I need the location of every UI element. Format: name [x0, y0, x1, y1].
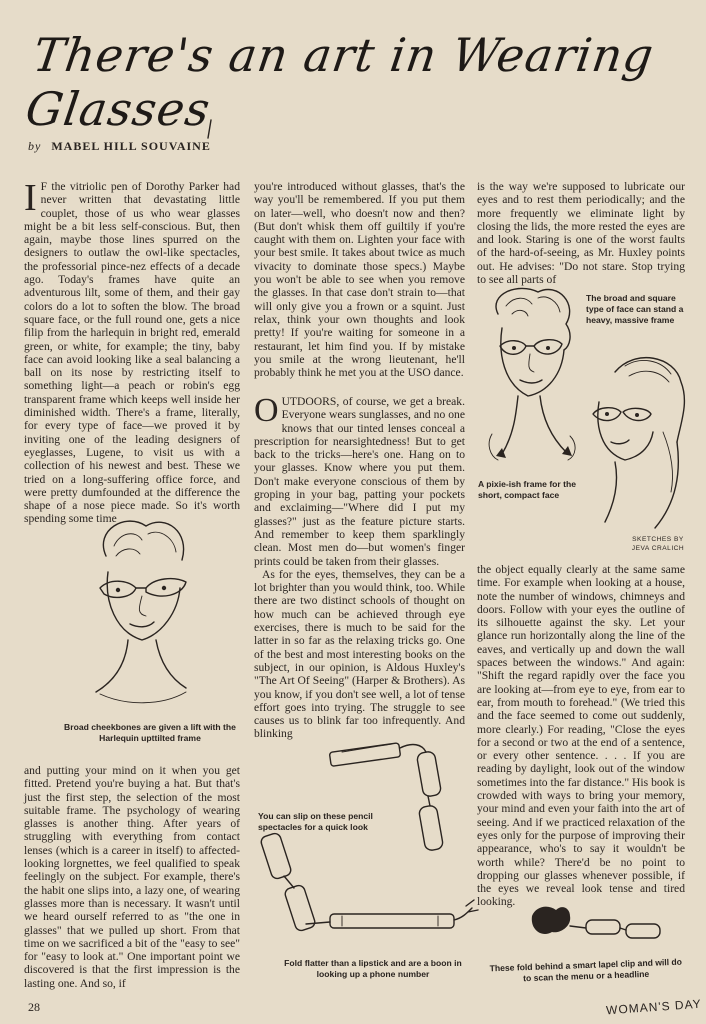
caption-harlequin: Broad cheekbones are given a lift with the Harlequin upttilted frame [64, 722, 236, 743]
article-title: There's an art in Wearing Glasses [22, 28, 658, 136]
credit-line-1: SKETCHES BY [632, 536, 684, 543]
paragraph-outdoors: UTDOORS, of course, we get a break. Everyone wears sunglasses, and no one knows that our tinted lenses conceal a prescription for nearsightedness! But to get back to the tricks—here's one. Hang on to your glasses. Know where you put them. Don't make everyone conscious of them by groping in your bag, patting your pockets and exclaiming—"Where did I put my glasses?" just as the feature picture starts. And remember to keep them sparklingly clean. Most men do—but women's finger prints could be taken from their glasses. [254, 395, 465, 568]
magazine-name: WOMAN'S DAY [605, 996, 703, 1018]
paragraph-intro: F the vitriolic pen of Dorothy Parker had never written that devastating little couplet, those of us who wear glasses might be a bit less self-conscious. But, then again, maybe those lines spurred on the designers to outlaw the owl-like spectacles, the professorial pince-nez effects of a decade ago. Today's frames have quite an adventurous lilt, some of them, and their gay colors do a lot to soften the blow. The broad square face, or the full round one, gets a nice filip from the harlequin in bright red, emerald green, or white, for example; the tiny, baby face can avoid looking like a seal balancing a ball on its nose by restricting itself to something light—a peach or robin's egg transparent frame which keeps well inside her diminished width. There's a frame, literally, for every type of face—we proved it by inviting one of the leading designers of eyeglasses, Lugene, to visit us with a collection of his newest and best. These we tried on a long-suffering office force, and were pretty dumfounded at the difference the shape of a nose piece made. So it's worth spending some time [24, 180, 240, 526]
paragraph-huxley: the object equally clearly at the same same time. For example when looking at a house, note the number of windows, chimneys and doors. Follow with your eyes the outline of its silhouette against the sky. Let your glance run horizontally along the line of the eaves, and vertically up and down the wall spaces between the windows." And again: "Shift the regard rapidly over the face you are looking at—from eye to eye, from ear to ear, from mouth to forehead." (We tried this and the face seemed to come out suddenly, more clearly.) For reading, "Close the eyes for a second or two at the end of a sentence, or every other sentence. . . . If you are reading by daylight, look out of the window sometimes into the far distance." His book is crowded with ways to bring your memory, your mind and even your faith into the art of seeing. And if we practiced relaxation of the eyes only for the purpose of improving their appearance, who's to say it wouldn't be worth while? There'd be no point to dropping our glasses whenever possible, if the eyes we reveal look tense and tired looking. [477, 563, 685, 909]
author-name: MABEL HILL SOUVAINE [51, 139, 211, 153]
column-3-bottom [477, 563, 685, 909]
column-2-outdoors [254, 392, 465, 741]
paragraph-introduced: you're introduced without glasses, that's the way you'll be remembered. If you put them on later—well, who doesn't now and then? (But don't whisk them off guiltily if you're caught with them on. Lighten your face with your best smile. It takes about twice as much vivacity to dominate those specs.) Maybe you won't be able to see when you remove the glasses. In that case don't strain to—that will only give you a frown or a squint. Just relax, think your own thoughts and look pretty! If you're waiting for someone in a restaurant, let him find you. If by mistake you smile at the wrong lieutenant, he'll probably think he met you at the USO dance. [254, 180, 465, 380]
folding-glasses-sketch [262, 828, 480, 954]
harlequin-face-sketch [86, 516, 196, 716]
title-flourish [205, 118, 215, 140]
caption-lipstick: Fold flatter than a lipstick and are a boon in looking up a phone number [284, 958, 462, 979]
caption-broad-square: The broad and square type of face can stand a heavy, massive frame [586, 293, 684, 325]
caption-lapel: These fold behind a smart lapel clip and will do to scan the menu or a headline [489, 956, 683, 984]
column-1-top [24, 177, 240, 526]
lapel-clip-sketch [526, 902, 666, 950]
paragraph-fitted: and putting your mind on it when you get fitted. Pretend you're buying a hat. But that's just the first step, the selection of the most suitable frame. The psychology of wearing glasses is another thing. After years of struggling with everything from contact lenses (which is a career in itself) to affected-looking lorgnettes, we feel qualified to speak feelingly on the subject. For example, there's the habit one slips into, a lazy one, of wearing glasses more than is necessary. It wasn't until we heard ourself referred to as "the one in glasses" that we pulled up short. From that time on we sacrificed a bit of the "easy to see" for "easy to look at." One important point we discovered is that the first impression is the lasting one. And so, if [24, 764, 240, 990]
byline [28, 139, 211, 154]
credit-line-2: JEVA CRALICH [631, 545, 685, 552]
column-1-bottom [24, 764, 240, 990]
column-3-top [477, 180, 685, 290]
caption-pixie: A pixie-ish frame for the short, compact face [478, 479, 577, 500]
page-number: 28 [28, 1000, 40, 1014]
byline-prefix: by [28, 139, 42, 153]
paragraph-blinking: is the way we're supposed to lubricate our eyes and to rest them periodically; and the more frequently we eliminate light by closing the lids, the more rested the eyes are and look. Staring is one of the worst faults of the hard-of-seeing, as Mr. Huxley points out. He advises: "Do not stare. Stop trying to see all parts of [477, 180, 685, 287]
column-2-top [254, 180, 465, 380]
dropcap-o: O [254, 392, 279, 429]
heavy-frame-face-sketch [585, 352, 693, 532]
dropcap-i: I [24, 177, 37, 219]
caption-pencil: You can slip on these pencil spectacles for a quick look [258, 811, 373, 832]
pixie-face-sketch [478, 284, 588, 479]
paragraph-eyes: As for the eyes, themselves, they can be a lot brighter than you would think, too. While there are two distinct schools of thought on how much can be achieved through eye exercises, there is much to be said for the latter in so far as the relaxing tricks go. One of the best and most interesting books on the subject, in our opinion, is Aldous Huxley's "The Art Of Seeing" (Harper & Brothers). As you know, if you don't see well, a lot of tense effort goes into trying. The struggle to see causes us to blink far too infrequently. And blinking [254, 567, 465, 741]
sketch-credit [628, 535, 688, 553]
